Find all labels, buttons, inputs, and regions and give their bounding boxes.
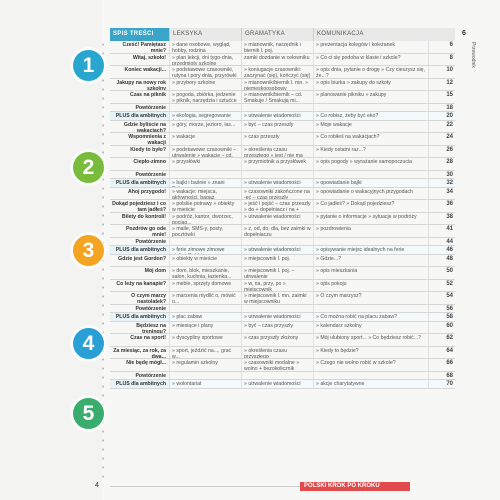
grammar-cell: » utrwalenie wiadomości — [242, 179, 314, 187]
page-number-cell: 36 — [446, 201, 453, 207]
lexis-cell: » ekologia, segregowanie — [170, 112, 242, 120]
communication-cell: » opis pogody » wyrażanie samopoczucia — [314, 158, 429, 170]
toc-row — [110, 334, 455, 347]
toc-row — [110, 133, 455, 146]
page-number-cell: 46 — [446, 247, 453, 253]
grammar-cell: » miejscownik l. mn. zaimki w miejscowniku — [242, 292, 314, 304]
lesson-title[interactable]: PLUS dla ambitnych — [110, 112, 170, 120]
grammar-cell: » utrwalenie wiadomości — [242, 213, 314, 225]
lexis-cell: » bajki i baśnie » znani — [170, 179, 242, 187]
grammar-cell: » przymiotnik a przysłówek — [242, 158, 314, 170]
unit-1-badge: 1 — [73, 50, 104, 81]
toc-row — [110, 225, 455, 238]
lesson-title[interactable]: PLUS dla ambitnych — [110, 246, 170, 254]
communication-cell: » O czym marzysz? — [314, 292, 429, 304]
lesson-title[interactable]: Powtórzenie — [110, 305, 170, 313]
lesson-title[interactable]: Powtórzenie — [110, 171, 170, 179]
toc-row — [110, 347, 455, 360]
lesson-title[interactable]: Koniec wakacji... — [110, 66, 170, 78]
lesson-title[interactable]: Gdzie byliście na wakacjach? — [110, 121, 170, 133]
lexis-cell: » przybory szkolne — [170, 79, 242, 91]
communication-cell: » Co ci się podoba w klasie i szkole? — [314, 54, 429, 66]
table-of-contents — [110, 28, 455, 389]
lexis-cell: » dyscypliny sportowe — [170, 334, 242, 346]
communication-cell: » opis biurka » zakupy do szkoły — [314, 79, 429, 91]
toc-row — [110, 54, 455, 67]
lexis-cell — [170, 372, 242, 380]
grammar-cell: » w, na, przy, po » miejscownik — [242, 280, 314, 292]
toc-row — [110, 280, 455, 293]
page-number-cell: 32 — [446, 180, 453, 186]
communication-cell — [314, 171, 429, 179]
page-number-cell: 30 — [446, 171, 453, 178]
communication-cell — [314, 104, 429, 112]
page-number-cell: 52 — [446, 280, 453, 287]
page-number-cell: 15 — [446, 92, 453, 98]
lexis-cell: » plac zabaw — [170, 313, 242, 321]
lesson-title[interactable]: Ciepło-zimno — [110, 158, 170, 170]
grammar-cell: » utrwalenie wiadomości — [242, 313, 314, 321]
grammar-cell: » miejscownik l. poj. — [242, 255, 314, 267]
page-number-cell: 24 — [446, 134, 453, 140]
page-number-cell: 60 — [446, 322, 453, 329]
grammar-cell — [242, 305, 314, 313]
lesson-title[interactable]: Powtórzenie — [110, 372, 170, 380]
header-communication: KOMUNIKACJA — [314, 28, 455, 41]
grammar-cell: » być – czas przeszły — [242, 121, 314, 133]
communication-cell: » Co jadłeś? » Dokąd pojedziesz? — [314, 200, 429, 212]
page-number: 4 — [95, 482, 99, 489]
lexis-cell: » miesiące i plany — [170, 322, 242, 334]
toc-row — [110, 380, 455, 389]
toc-row — [110, 171, 455, 180]
grammar-cell: » utrwalenie wiadomości — [242, 246, 314, 254]
communication-cell: » Czego nie wolno robić w szkole? — [314, 359, 429, 371]
grammar-cell — [242, 171, 314, 179]
grammar-cell — [242, 372, 314, 380]
lexis-cell: » wolontariat — [170, 380, 242, 388]
grammar-cell: » mianownik/biernik l. mn. » niemęskoosobowy — [242, 79, 314, 91]
grammar-cell: » miejscownik l. poj. – utrwalenie — [242, 267, 314, 279]
toc-row — [110, 238, 455, 247]
page-number-cell: 58 — [446, 314, 453, 320]
lesson-title[interactable]: PLUS dla ambitnych — [110, 313, 170, 321]
page-number-cell: 70 — [446, 381, 453, 387]
communication-cell: » kalendarz szkolny — [314, 322, 429, 334]
page-number-cell: 50 — [446, 268, 453, 274]
grammar-cell: » czasowniki zakończone na -eć – czas przeszły — [242, 188, 314, 200]
grammar-cell: » utrwalenie wiadomości — [242, 380, 314, 388]
page-number-cell: 64 — [446, 347, 453, 354]
unit-2-badge: 2 — [73, 152, 104, 183]
grammar-cell: » określenia czasu przyszłego — [242, 347, 314, 359]
lesson-title[interactable]: Kiedy to było? — [110, 146, 170, 158]
lesson-title[interactable]: Co leży na kanapie? — [110, 280, 170, 292]
toc-header — [110, 28, 455, 41]
page-number-cell: 48 — [446, 255, 453, 262]
communication-cell: » Kiedy to będzie? — [314, 347, 429, 359]
grammar-cell: » czasowniki modalne » wolno + bezokolicznik — [242, 359, 314, 371]
toc-row — [110, 372, 455, 381]
page-number-cell: 34 — [446, 188, 453, 195]
lexis-cell: » ferie zimowe zimowe — [170, 246, 242, 254]
page-number-cell: 10 — [446, 67, 453, 73]
page-number-cell: 20 — [446, 113, 453, 119]
communication-cell: » prezentacja kolegów i koleżanek — [314, 41, 429, 53]
toc-row — [110, 104, 455, 113]
communication-cell — [314, 305, 429, 313]
communication-cell: » planowanie pikniku » zakupy — [314, 91, 429, 103]
communication-cell: » Co robiłeś na wakacjach? — [314, 133, 429, 145]
page-number-cell: 18 — [446, 104, 453, 111]
lesson-title[interactable]: Mój dom — [110, 267, 170, 279]
toc-row — [110, 267, 455, 280]
communication-cell: » opisywanie miejsc idealnych na ferie — [314, 246, 429, 254]
page-number-cell: 26 — [446, 146, 453, 153]
communication-cell: » pozdrowienia — [314, 225, 429, 237]
toc-row — [110, 246, 455, 255]
lesson-title[interactable]: O czym marzy nastolatek? — [110, 292, 170, 304]
toc-row — [110, 158, 455, 171]
grammar-cell — [242, 238, 314, 246]
communication-cell: » Gdzie...? — [314, 255, 429, 267]
guide-side-label: Przewodnik — [470, 42, 476, 68]
lexis-cell — [170, 171, 242, 179]
lexis-cell: » podstawowe czasowniki, rutyna i pory dnia, przyrówki — [170, 66, 242, 78]
toc-row — [110, 41, 455, 54]
unit-4-badge: 4 — [73, 328, 104, 359]
grammar-cell — [242, 104, 314, 112]
lesson-title[interactable]: Czas na piknik — [110, 91, 170, 103]
toc-row — [110, 313, 455, 322]
page-number-cell: 8 — [449, 54, 453, 61]
lesson-title[interactable]: Czas na sport! — [110, 334, 170, 346]
page-number-cell: 22 — [446, 121, 453, 128]
lexis-cell: » maile, SMS-y, posty, pocztówki — [170, 225, 242, 237]
grammar-cell: » jeść i pojść – czas przeszły » do + dopełniacz i na + — [242, 200, 314, 212]
page-number-cell: 6 — [449, 42, 453, 48]
communication-cell: » opowiadanie bajki — [314, 179, 429, 187]
communication-cell: » Mój ulubiony sport... » Co będziesz robić...? — [314, 334, 429, 346]
lesson-title[interactable]: Dokąd pojedziesz i co tam jadłeś? — [110, 200, 170, 212]
toc-row — [110, 292, 455, 305]
lesson-title[interactable]: Pozdrów go ode mnie! — [110, 225, 170, 237]
communication-cell: » opis dnia, pytanie o drogę » Czy cieszysz się, że...? — [314, 66, 429, 78]
lexis-cell: » przysłówki — [170, 158, 242, 170]
header-lexis: LEKSYKA — [170, 28, 242, 41]
toc-row — [110, 359, 455, 372]
lesson-title[interactable]: Ahoj przygodo! — [110, 188, 170, 200]
lesson-title[interactable]: Powtórzenie — [110, 104, 170, 112]
toc-row — [110, 322, 455, 335]
lexis-cell — [170, 104, 242, 112]
toc-row — [110, 121, 455, 134]
communication-cell — [314, 238, 429, 246]
page-number-cell: 62 — [446, 335, 453, 341]
grammar-cell: » być – czas przyszły — [242, 322, 314, 334]
lexis-cell: » marzenia mydlić o, mówić o... — [170, 292, 242, 304]
lexis-cell: » meble, sprzęty domowe — [170, 280, 242, 292]
lexis-cell — [170, 238, 242, 246]
lexis-cell: » polskie potrawy » obiekty w mieście — [170, 200, 242, 212]
toc-row — [110, 200, 455, 213]
lesson-title[interactable]: Gdzie jest Gordon? — [110, 255, 170, 267]
lesson-title[interactable]: Nie będę mógł... — [110, 359, 170, 371]
grammar-cell: » utrwalenie wiadomości — [242, 112, 314, 120]
lexis-cell: » pogoda, zbiórka, jedzenie » piknik, narzędzia i sztućce — [170, 91, 242, 103]
guide-page-ref: 6 — [462, 30, 466, 37]
lesson-title[interactable]: Jakupy na nowy rok szkolny — [110, 79, 170, 91]
lesson-title[interactable]: Wspomnienia z wakacji — [110, 133, 170, 145]
lexis-cell: » regulamin szkolny — [170, 359, 242, 371]
lexis-cell: » podróż, kantor, dworzec, pociąg... — [170, 213, 242, 225]
toc-row — [110, 66, 455, 79]
toc-row — [110, 79, 455, 92]
page-number-cell: 28 — [446, 159, 453, 165]
toc-row — [110, 91, 455, 104]
lexis-cell: » sport, jeździć na..., grać w... — [170, 347, 242, 359]
lexis-cell: » dane osobowe, wygląd, hobby, rodzina — [170, 41, 242, 53]
lexis-cell: » obiekty w mieście — [170, 255, 242, 267]
communication-cell: » Kiedy ostatni raz...? — [314, 146, 429, 158]
lexis-cell: » podstawowe czasowniki – utrwalenie » wakacje – cd. — [170, 146, 242, 158]
grammar-cell: » z, od, do, dla, bez zaimki w dopełniaczu — [242, 225, 314, 237]
lesson-title[interactable]: Za miesiąc, za rok, za dwa... — [110, 347, 170, 359]
lesson-title[interactable]: Bilety do kontroli! — [110, 213, 170, 225]
lesson-title[interactable]: Witaj, szkoło! — [110, 54, 170, 66]
lesson-title[interactable]: Powtórzenie — [110, 238, 170, 246]
lexis-cell: » góry, morze, jezioro, las... — [170, 121, 242, 133]
lesson-title[interactable]: Cześć! Pamiętasz mnie? — [110, 41, 170, 53]
toc-row — [110, 188, 455, 201]
communication-cell: » Moje wakacje — [314, 121, 429, 133]
header-contents: SPIS TREŚCI — [110, 28, 170, 41]
page-number-cell: 56 — [446, 305, 453, 312]
page-number-cell: 66 — [446, 360, 453, 366]
communication-cell: » Co można robić na placu zabaw? — [314, 313, 429, 321]
lesson-title[interactable]: PLUS dla ambitnych — [110, 179, 170, 187]
communication-cell — [314, 372, 429, 380]
page-number-cell: 38 — [446, 213, 453, 220]
unit-3-badge: 3 — [73, 235, 104, 266]
lexis-cell: » dom, blok, mieszkanie, salon, kuchnia, łazienka... — [170, 267, 242, 279]
toc-rows — [110, 41, 455, 389]
header-grammar: GRAMATYKA — [242, 28, 314, 41]
lexis-cell: » wakacje — [170, 133, 242, 145]
lesson-title[interactable]: PLUS dla ambitnych — [110, 380, 170, 388]
lexis-cell: » wakacje: miejsca, aktywności, bagaż — [170, 188, 242, 200]
communication-cell: » Co robisz, żeby być eko? — [314, 112, 429, 120]
toc-row — [110, 179, 455, 188]
lexis-cell — [170, 305, 242, 313]
footer-line — [110, 486, 300, 487]
communication-cell: » opis pokoju — [314, 280, 429, 292]
grammar-cell: » określenia czasu przeszłego » jest / nie ma — [242, 146, 314, 158]
toc-row — [110, 305, 455, 314]
communication-cell: » pytanie o informacje » sytuacje w podróży — [314, 213, 429, 225]
page-number-cell: 54 — [446, 293, 453, 299]
grammar-cell: » czas przeszły — [242, 133, 314, 145]
page-number-cell: 68 — [446, 372, 453, 379]
lexis-cell: » plan lekcji, dni tygo-dnia, przedmioty szkolne — [170, 54, 242, 66]
grammar-cell: zamki dozdanie w celowniku — [242, 54, 314, 66]
communication-cell: » opis mieszkania — [314, 267, 429, 279]
communication-cell: » opowiadanie o wakacyjnych przygodach — [314, 188, 429, 200]
page-number-cell: 12 — [446, 79, 453, 86]
grammar-cell: » mianownik, narzędnik i biernik l. poj. — [242, 41, 314, 53]
unit-5-badge: 5 — [73, 398, 104, 429]
brand-bar: POLSKI KROK PO KROKU — [300, 482, 410, 491]
lesson-title[interactable]: Będziesz na treningu? — [110, 322, 170, 334]
page-number-cell: 44 — [446, 238, 453, 245]
toc-row — [110, 255, 455, 268]
toc-row — [110, 213, 455, 226]
grammar-cell: » koniugacje czasowniki: zaczynać (się), kończyć (się) — [242, 66, 314, 78]
toc-row — [110, 112, 455, 121]
toc-row — [110, 146, 455, 159]
grammar-cell: » mianownik/biernik – cd. Smakuje / Smakują mi... — [242, 91, 314, 103]
communication-cell: » akcje charytatywne — [314, 380, 429, 388]
page-number-cell: 41 — [446, 226, 453, 232]
grammar-cell: » czas przyszły złożony — [242, 334, 314, 346]
